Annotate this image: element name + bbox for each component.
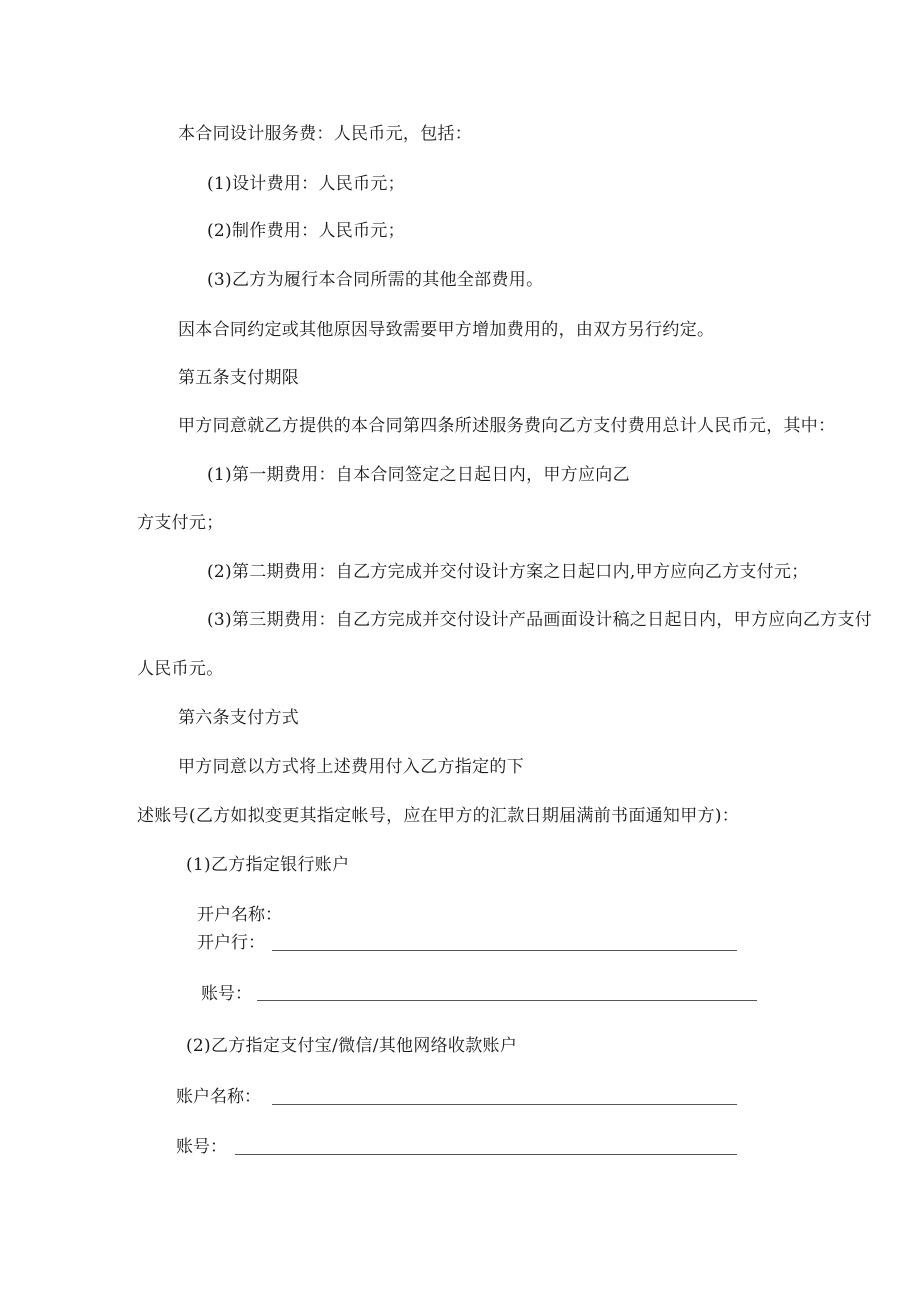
fee-extra-clause: 因本合同约定或其他原因导致需要甲方增加费用的，由双方另行约定。 (178, 320, 715, 340)
bank-account-name-label: 开户名称： (197, 905, 282, 925)
article-6-body-continued: 述账号(乙方如拟变更其指定帐号，应在甲方的汇款日期届满前书面通知甲方)： (137, 806, 740, 826)
article-5-title: 第五条支付期限 (178, 368, 300, 388)
fee-item-production: (2)制作费用：人民币元； (207, 221, 405, 241)
article-6-title: 第六条支付方式 (178, 708, 300, 728)
online-account-name-blank[interactable] (272, 1104, 737, 1105)
fee-item-design: (1)设计费用：人民币元； (207, 174, 405, 194)
payment-phase-1: (1)第一期费用：自本合同签定之日起日内，甲方应向乙 (207, 465, 630, 485)
payment-phase-1-continued: 方支付元； (137, 513, 224, 533)
bank-name-label: 开户行： (197, 933, 265, 953)
article-5-body: 甲方同意就乙方提供的本合同第四条所述服务费向乙方支付费用总计人民币元，其中： (178, 416, 836, 436)
fee-intro: 本合同设计服务费：人民币元，包括： (178, 124, 473, 144)
fee-item-other: (3)乙方为履行本合同所需的其他全部费用。 (207, 270, 544, 290)
online-account-number-label: 账号： (176, 1137, 227, 1157)
online-account-number-blank[interactable] (235, 1154, 737, 1155)
bank-account-number-label: 账号： (201, 984, 252, 1004)
online-account-name-label: 账户名称： (176, 1087, 261, 1107)
online-account-title: (2)乙方指定支付宝/微信/其他网络收款账户 (186, 1036, 518, 1056)
article-6-body: 甲方同意以方式将上述费用付入乙方指定的下 (178, 757, 524, 777)
bank-account-title: (1)乙方指定银行账户 (186, 855, 350, 875)
bank-account-number-blank[interactable] (257, 1000, 757, 1001)
bank-name-blank[interactable] (272, 950, 737, 951)
payment-phase-2: (2)第二期费用：自乙方完成并交付设计方案之日起口内,甲方应向乙方支付元； (207, 562, 809, 582)
payment-phase-3-continued: 人民币元。 (137, 659, 224, 679)
payment-phase-3: (3)第三期费用：自乙方完成并交付设计产品画面设计稿之日起日内，甲方应向乙方支付 (207, 610, 873, 630)
